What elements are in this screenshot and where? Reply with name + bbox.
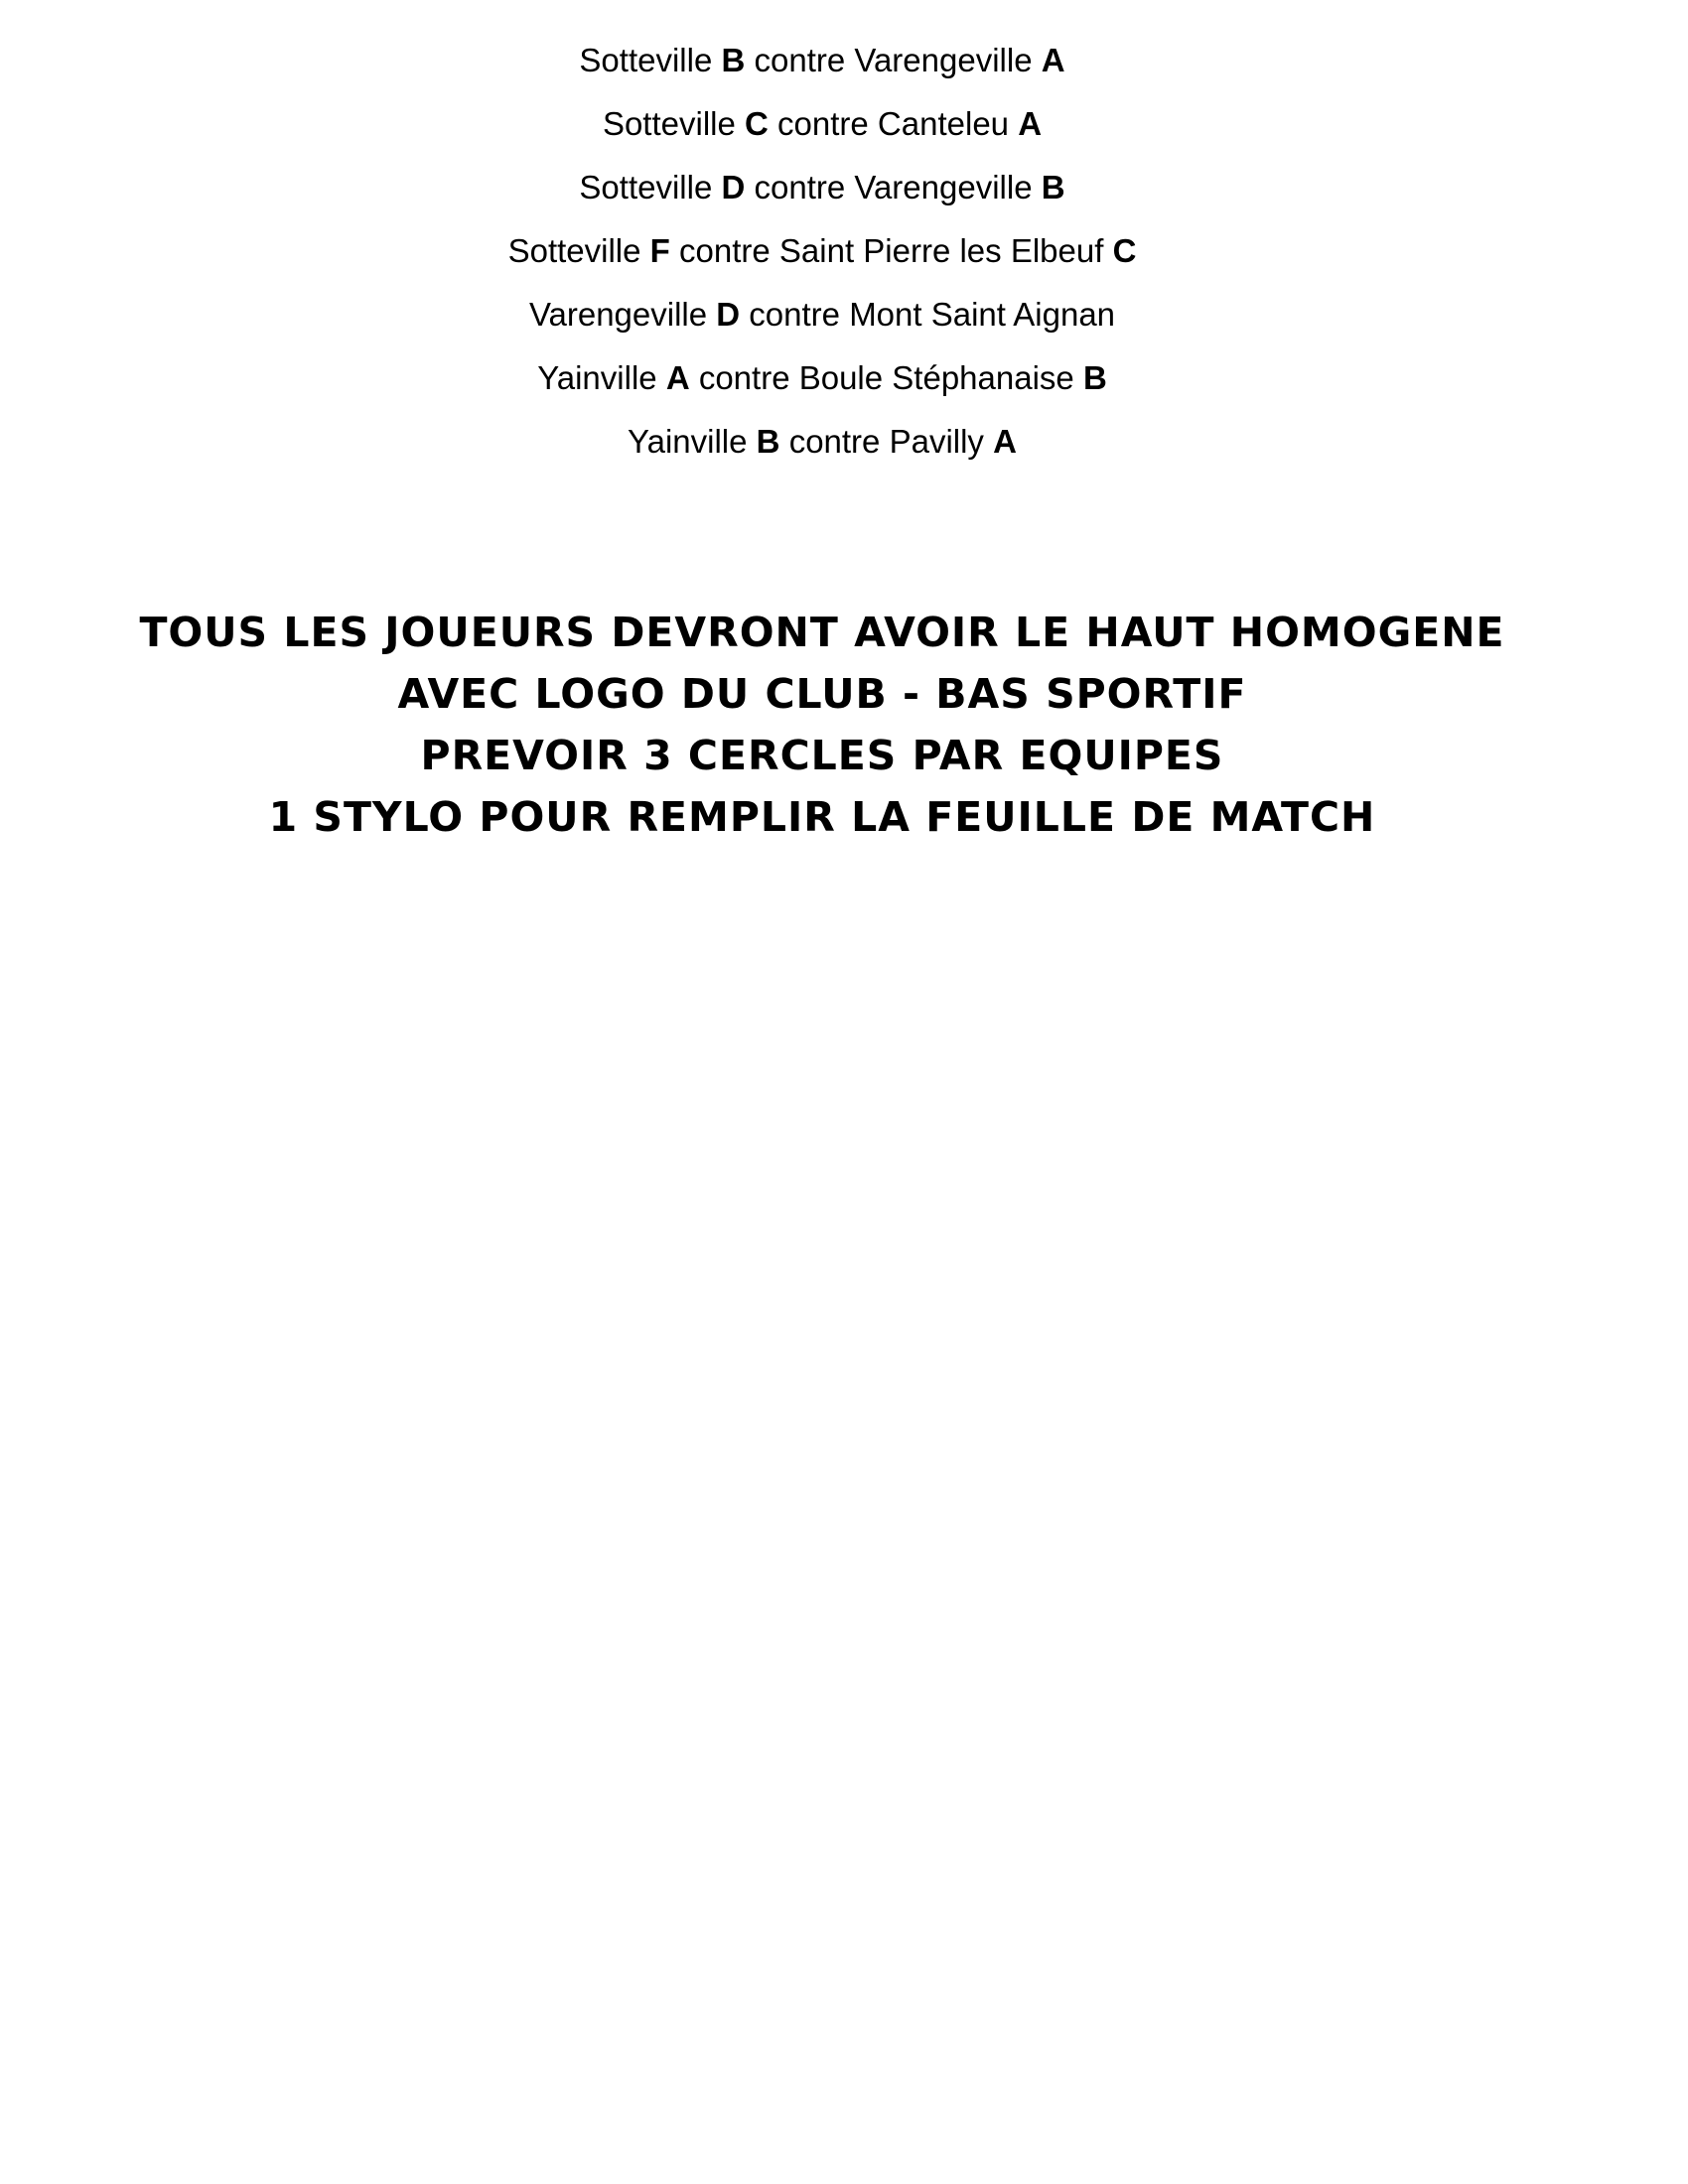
away-team: Pavilly: [889, 423, 984, 460]
away-team-letter: A: [993, 423, 1017, 460]
home-team: Varengeville: [528, 296, 708, 333]
home-team-letter: C: [745, 105, 769, 142]
away-team: Canteleu: [877, 105, 1010, 142]
notice-line: 1 STYLO POUR REMPLIR LA FEUILLE DE MATCH: [268, 793, 1376, 841]
home-team-letter: B: [721, 42, 746, 78]
away-team-letter: A: [1041, 42, 1065, 78]
match-row: [0, 37, 1644, 100]
home-team: Sotteville: [507, 232, 641, 269]
versus-word: contre: [788, 423, 881, 460]
away-team-letter: C: [1112, 232, 1137, 269]
match-row: [0, 100, 1644, 164]
away-team: Saint Pierre les Elbeuf: [778, 232, 1104, 269]
away-team: Varengeville: [854, 169, 1033, 205]
match-row: [0, 227, 1644, 291]
notice-line: AVEC LOGO DU CLUB - BAS SPORTIF: [397, 670, 1247, 718]
match-row: [0, 354, 1644, 418]
home-team: Yainville: [628, 423, 748, 460]
home-team-letter: B: [756, 423, 780, 460]
match-row: [0, 291, 1644, 354]
match-row: [0, 164, 1644, 227]
away-team-letter: B: [1041, 169, 1065, 205]
home-team-letter: D: [716, 296, 741, 333]
away-team: Varengeville: [854, 42, 1033, 78]
match-list: [0, 37, 1644, 481]
dress-code-notice: [0, 602, 1644, 848]
home-team: Sotteville: [602, 105, 736, 142]
notice-line: TOUS LES JOUEURS DEVRONT AVOIR LE HAUT HOMOGENE: [139, 609, 1505, 656]
versus-word: contre: [754, 42, 846, 78]
versus-word: contre: [698, 359, 790, 396]
home-team-letter: A: [665, 359, 690, 396]
home-team: Sotteville: [579, 42, 713, 78]
home-team-letter: F: [649, 232, 670, 269]
versus-word: contre: [749, 296, 841, 333]
home-team-letter: D: [721, 169, 746, 205]
away-team: Boule Stéphanaise: [798, 359, 1074, 396]
home-team: Sotteville: [579, 169, 713, 205]
away-team-letter: A: [1018, 105, 1043, 142]
match-row: [0, 418, 1644, 481]
notice-line: PREVOIR 3 CERCLES PAR EQUIPES: [420, 732, 1224, 779]
versus-word: contre: [777, 105, 869, 142]
away-team: Mont Saint Aignan: [849, 296, 1116, 333]
away-team-letter: B: [1082, 359, 1107, 396]
versus-word: contre: [754, 169, 846, 205]
home-team: Yainville: [537, 359, 657, 396]
versus-word: contre: [679, 232, 771, 269]
